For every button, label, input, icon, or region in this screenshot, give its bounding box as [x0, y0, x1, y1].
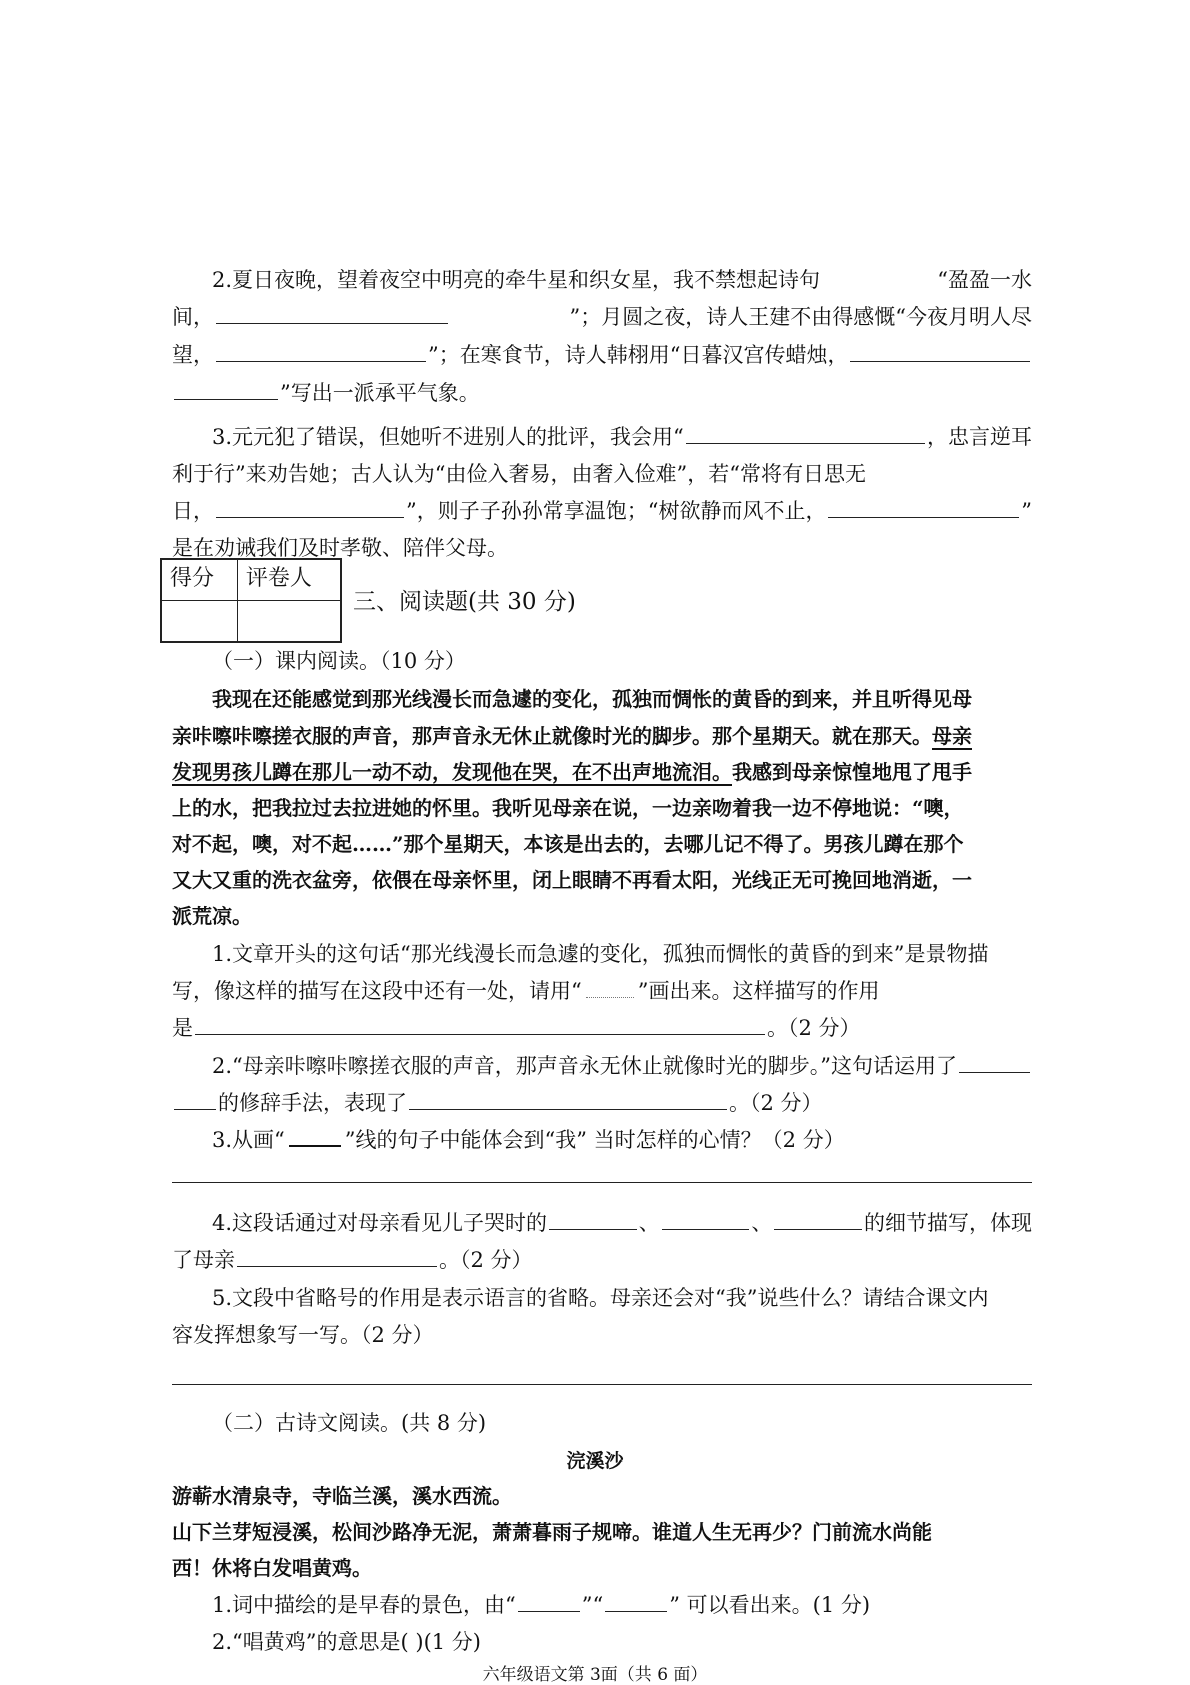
q3-line-2 — [172, 459, 1032, 489]
part1-heading — [212, 646, 1032, 676]
answer-blank[interactable] — [605, 1591, 667, 1612]
answer-blank[interactable] — [216, 497, 404, 518]
answer-blank[interactable] — [216, 303, 448, 324]
text: 的修辞手法，表现了 — [218, 1091, 407, 1115]
text: 了母亲 — [172, 1248, 235, 1272]
grader-header: 评卷人 — [237, 559, 341, 601]
p1-q2-line-1 — [212, 1051, 1032, 1081]
text: 利于行”来劝告她；古人认为“由俭入奢易，由奢入俭难”，若“常将有日思无 — [172, 462, 866, 486]
answer-blank[interactable] — [409, 1089, 727, 1110]
text: ” 可以看出来。(1 分) — [669, 1593, 871, 1617]
answer-blank[interactable] — [774, 1209, 862, 1230]
p2-q2 — [212, 1627, 1032, 1657]
answer-blank[interactable] — [174, 379, 278, 400]
q2-line-4 — [172, 378, 1032, 408]
text: 。（2 分） — [767, 1016, 861, 1040]
text: 、 — [638, 1211, 660, 1235]
text: （二）古诗文阅读。(共 8 分) — [212, 1411, 487, 1435]
text: 望， — [172, 343, 214, 367]
straight-line-mark — [289, 1127, 341, 1147]
text: ”线的句子中能体会到“我” 当时怎样的心情？（2 分） — [344, 1128, 845, 1152]
text: 我现在还能感觉到那光线漫长而急遽的变化，孤独而惆怅的黄昏的到来，并且听得见母 — [212, 687, 972, 711]
poem-intro — [172, 1481, 1032, 1511]
passage-line — [172, 721, 1032, 751]
text: 的细节描写，体现 — [864, 1211, 1033, 1235]
text: 日， — [172, 499, 214, 523]
text: ”；月圆之夜，诗人王建不由得感慨“今夜月明人尽 — [569, 305, 1032, 329]
answer-blank[interactable] — [195, 1014, 765, 1035]
answer-blank[interactable] — [850, 341, 1030, 362]
answer-blank[interactable] — [549, 1209, 637, 1230]
text: 山下兰芽短浸溪，松间沙路净无泥，萧萧暮雨子规啼。谁道人生无再少？门前流水尚能 — [172, 1520, 932, 1544]
p1-q3 — [212, 1125, 1032, 1155]
text: 我感到母亲惊惶地甩了甩手 — [732, 760, 972, 784]
q2-line-3 — [172, 340, 1032, 370]
answer-line[interactable] — [172, 1182, 1032, 1183]
text: 上的水，把我拉过去拉进她的怀里。我听见母亲在说，一边亲吻着我一边不停地说：“噢， — [172, 796, 964, 820]
answer-blank[interactable] — [828, 497, 1019, 518]
text: ，忠言逆耳 — [927, 425, 1032, 449]
grader-cell[interactable] — [237, 601, 341, 643]
p1-q4-line-2 — [172, 1245, 1032, 1275]
text: 3.元元犯了错误，但她听不进别人的批评，我会用“ — [212, 425, 684, 449]
text: 1.文章开头的这句话“那光线漫长而急遽的变化，孤独而惆怅的黄昏的到来”是景物描 — [212, 942, 989, 966]
text: ”画出来。这样描写的作用 — [637, 979, 880, 1003]
p1-q2-line-2 — [172, 1088, 1032, 1118]
passage-line — [172, 793, 1032, 823]
underlined-text: 母亲 — [932, 724, 972, 748]
p1-q5-line-2 — [172, 1320, 1032, 1350]
q2-line-1 — [212, 265, 1032, 295]
poem-line — [172, 1517, 1032, 1547]
text: ”；在寒食节，诗人韩栩用“日暮汉宫传蜡烛， — [428, 343, 849, 367]
poem-title: 浣溪沙 — [566, 1450, 624, 1472]
poem-line — [172, 1553, 1032, 1583]
score-table — [160, 558, 342, 643]
answer-line[interactable] — [172, 1384, 1032, 1385]
text: 4.这段话通过对母亲看见儿子哭时的 — [212, 1211, 548, 1235]
underlined-text: 发现男孩儿蹲在那儿一动不动，发现他在哭，在不出声地流泪。 — [172, 760, 732, 784]
text: 间， — [172, 305, 214, 329]
q3-line-1 — [212, 422, 1032, 452]
score-header: 得分 — [161, 559, 237, 601]
p1-q1-line-3 — [172, 1013, 1032, 1043]
text: 2.“唱黄鸡”的意思是( )(1 分) — [212, 1630, 481, 1654]
answer-blank[interactable] — [237, 1246, 437, 1267]
text: 2.“母亲咔嚓咔嚓搓衣服的声音，那声音永无休止就像时光的脚步。”这句话运用了 — [212, 1054, 958, 1078]
text: ”写出一派承平气象。 — [280, 381, 480, 405]
text: 。（2 分） — [439, 1248, 533, 1272]
text: 2.夏日夜晚，望着夜空中明亮的牵牛星和织女星，我不禁想起诗句 — [212, 268, 821, 292]
passage-line — [172, 901, 1032, 931]
answer-blank[interactable] — [662, 1209, 750, 1230]
text: ”，则子子孙孙常享温饱；“树欲静而风不止， — [406, 499, 827, 523]
p1-q5-line-1 — [212, 1283, 1032, 1313]
text: “盈盈一水 — [937, 268, 1032, 292]
text: 5.文段中省略号的作用是表示语言的省略。母亲还会对“我”说些什么？请结合课文内 — [212, 1286, 989, 1310]
q3-line-3 — [172, 496, 1032, 526]
text: 写，像这样的描写在这段中还有一处，请用“ — [172, 979, 582, 1003]
answer-blank[interactable] — [518, 1591, 580, 1612]
text: ”“ — [581, 1593, 604, 1617]
text: 容发挥想象写一写。（2 分） — [172, 1323, 434, 1347]
passage-line — [172, 829, 1032, 859]
p1-q1-line-2 — [172, 976, 1032, 1006]
answer-blank[interactable] — [686, 423, 925, 444]
answer-blank[interactable] — [216, 341, 426, 362]
text: 、 — [751, 1211, 773, 1235]
text: 游蕲水清泉寺，寺临兰溪，溪水西流。 — [172, 1484, 512, 1508]
text: 西！休将白发唱黄鸡。 — [172, 1556, 372, 1580]
text: 又大又重的洗衣盆旁，依偎在母亲怀里，闭上眼睛不再看太阳，光线正无可挽回地消逝，一 — [172, 868, 972, 892]
section-title: 三、阅读题(共 30 分) — [353, 589, 576, 615]
p2-q1 — [212, 1590, 1032, 1620]
part2-heading — [212, 1408, 1032, 1438]
text: 派荒凉。 — [172, 904, 252, 928]
q2-line-2 — [172, 302, 1032, 332]
page-footer: 六年级语文第 3面（共 6 面） — [482, 1665, 708, 1685]
passage-line — [172, 865, 1032, 895]
p1-q4-line-1 — [212, 1208, 1032, 1238]
p1-q1-line-1 — [212, 939, 1032, 969]
text: 对不起，噢，对不起……”那个星期天，本该是出去的，去哪儿记不得了。男孩儿蹲在那个 — [172, 832, 964, 856]
text: ” — [1021, 499, 1032, 523]
text: 1.词中描绘的是早春的景色，由“ — [212, 1593, 516, 1617]
wavy-line-mark — [586, 983, 634, 998]
text: 。（2 分） — [729, 1091, 823, 1115]
answer-blank[interactable] — [959, 1052, 1030, 1073]
text: 3.从画“ — [212, 1128, 285, 1152]
passage-line — [212, 684, 1032, 714]
text: 亲咔嚓咔嚓搓衣服的声音，那声音永无休止就像时光的脚步。那个星期天。就在那天。 — [172, 724, 932, 748]
score-cell[interactable] — [161, 601, 237, 643]
text: 是 — [172, 1016, 193, 1040]
text: （一）课内阅读。（10 分） — [212, 649, 466, 673]
passage-line — [172, 757, 1032, 787]
text: 是在劝诫我们及时孝敬、陪伴父母。 — [172, 536, 508, 560]
answer-blank[interactable] — [174, 1089, 216, 1110]
